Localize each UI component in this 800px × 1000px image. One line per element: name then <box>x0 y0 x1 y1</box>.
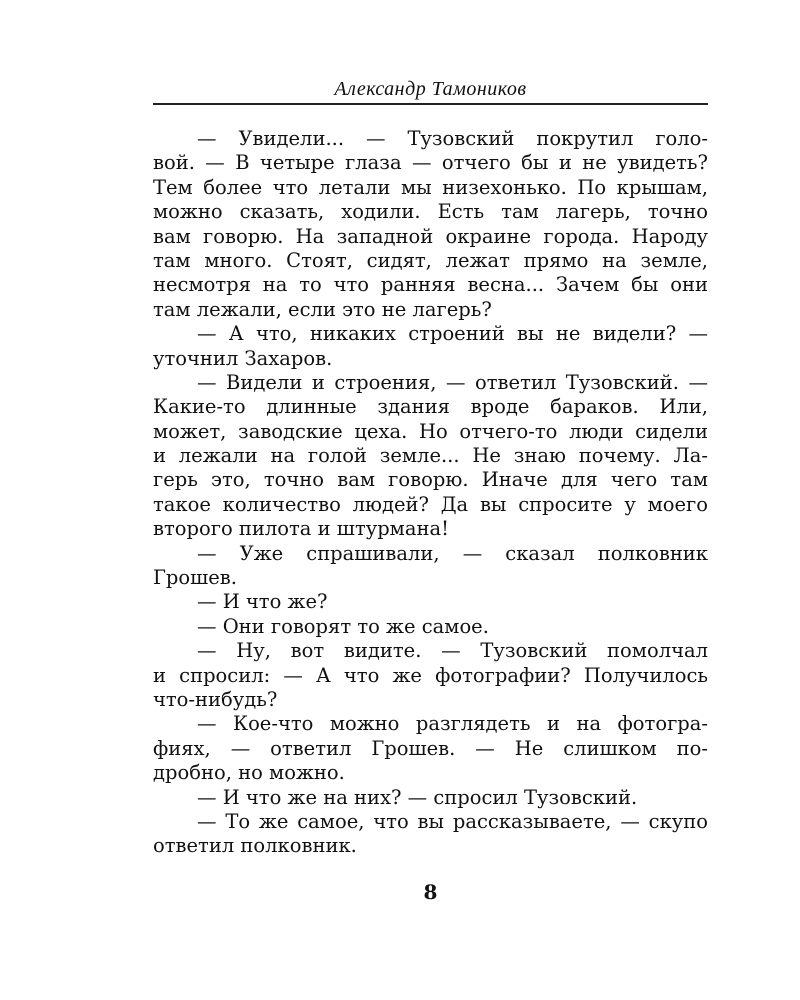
text-line: такое количество людей? Да вы спросите у моего <box>153 492 708 516</box>
running-head-author: Александр Тамоников <box>334 78 527 100</box>
text-line: — И что же? <box>197 590 328 614</box>
text-line: несмотря на то что ранняя весна... Зачем бы они <box>153 273 708 297</box>
text-line: можно сказать, ходили. Есть там лагерь, точно <box>153 200 708 224</box>
text-line: фиях, — ответил Грошев. — Не слишком по- <box>153 736 708 760</box>
text-line: уточнил Захаров. <box>153 346 333 370</box>
header-rule <box>153 103 708 105</box>
text-line: дробно, но можно. <box>153 761 345 785</box>
text-line: Какие-то длинные здания вроде бараков. Или, <box>153 395 708 419</box>
text-line: — Видели и строения, — ответил Тузовский. — <box>197 370 708 394</box>
text-line: — Кое-что можно разглядеть и на фотогра- <box>197 712 708 736</box>
text-line: вам говорю. На западной окраине города. Народу <box>153 224 708 248</box>
text-line: и спросил: — А что же фотографии? Получилось <box>153 663 708 687</box>
text-line: там много. Стоят, сидят, лежат прямо на земле, <box>153 248 708 272</box>
text-line: что-нибудь? <box>153 687 278 711</box>
text-line: — А что, никаких строений вы не видели? — <box>197 322 708 346</box>
text-line: там лежали, если это не лагерь? <box>153 297 492 321</box>
text-line: Грошев. <box>153 566 237 590</box>
text-line: — Они говорят то же самое. <box>197 614 489 638</box>
text-line: герь это, точно вам говорю. Иначе для чего там <box>153 468 708 492</box>
text-line: — То же самое, что вы рассказываете, — скупо <box>197 809 708 833</box>
text-line: вой. — В четыре глаза — отчего бы и не увидеть? <box>153 151 708 175</box>
text-line: Тем более что летали мы низехонько. По крышам, <box>153 175 708 199</box>
page-number: 8 <box>423 880 438 904</box>
text-line: — Ну, вот видите. — Тузовский помолчал <box>197 639 708 663</box>
text-line: второго пилота и штурмана! <box>153 517 449 541</box>
text-line: — Уже спрашивали, — сказал полковник <box>197 541 708 565</box>
text-line: может, заводские цеха. Но отчего-то люди сидели <box>153 419 708 443</box>
text-line: — Увидели... — Тузовский покрутил голо- <box>197 127 708 150</box>
body-text <box>153 127 708 859</box>
text-line: — И что же на них? — спросил Тузовский. <box>197 785 638 809</box>
text-line: и лежали на голой земле... Не знаю почему. Ла- <box>153 444 708 468</box>
text-line: ответил полковник. <box>153 834 357 858</box>
